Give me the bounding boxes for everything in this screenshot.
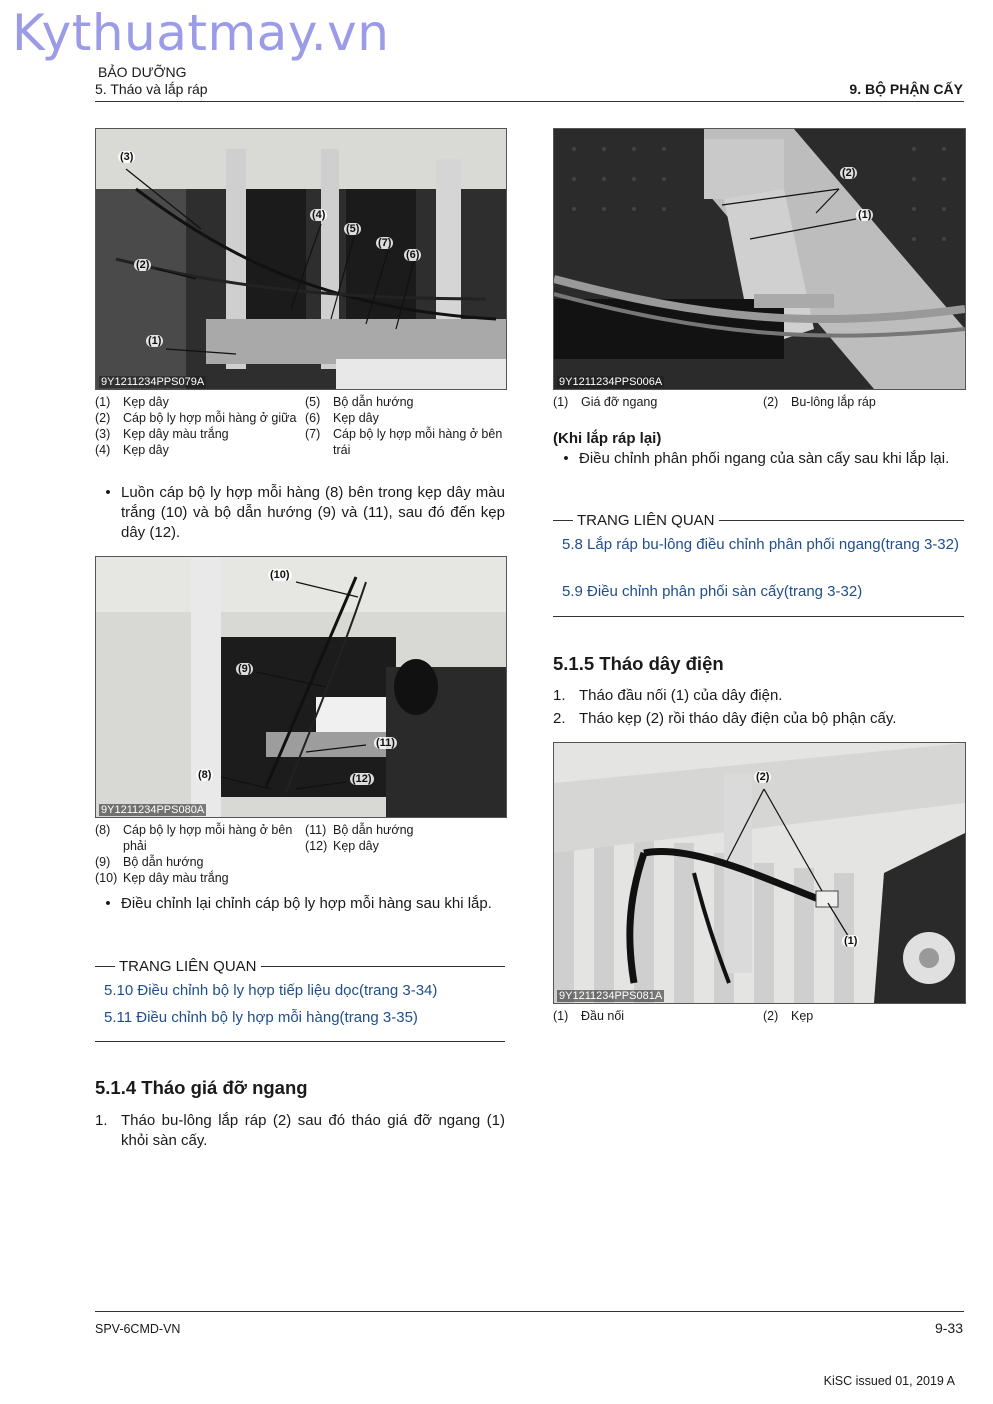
callout-2: (2) bbox=[136, 259, 150, 271]
legend-num: (1) bbox=[553, 1009, 569, 1023]
footer-rule bbox=[95, 1311, 964, 1312]
legend-num: (1) bbox=[553, 395, 569, 409]
legend-photo-3-col2 bbox=[763, 394, 963, 410]
callout-6: (6) bbox=[406, 249, 420, 261]
callout-7: (7) bbox=[378, 237, 392, 249]
bullet-reassembly bbox=[553, 449, 964, 469]
legend-text: Kẹp dây bbox=[123, 443, 169, 457]
legend-num: (2) bbox=[95, 411, 111, 425]
bullet-route-cable bbox=[95, 483, 505, 543]
legend-num: (7) bbox=[305, 427, 321, 441]
rule-line bbox=[261, 966, 505, 967]
photo-pps079a bbox=[95, 128, 507, 390]
step-item bbox=[95, 1111, 505, 1151]
bullet-text: Điều chỉnh phân phối ngang của sàn cấy sau khi lắp lại. bbox=[579, 450, 950, 467]
step-item bbox=[553, 709, 964, 729]
callout-9: (9) bbox=[238, 663, 252, 675]
related-heading-text: TRANG LIÊN QUAN bbox=[119, 958, 257, 975]
legend-row bbox=[95, 426, 300, 442]
legend-row bbox=[305, 410, 505, 426]
legend-row bbox=[95, 854, 300, 870]
callout-4: (4) bbox=[312, 209, 326, 221]
legend-num: (11) bbox=[305, 823, 327, 837]
bullet-text: Điều chỉnh lại chỉnh cáp bộ ly hợp mỗi hàng sau khi lắp. bbox=[121, 895, 492, 912]
legend-num: (9) bbox=[95, 855, 111, 869]
legend-row bbox=[553, 394, 763, 410]
step-number: 1. bbox=[553, 687, 566, 704]
photo-id-label: 9Y1211234PPS081A bbox=[559, 990, 663, 1002]
legend-row bbox=[95, 822, 300, 854]
header-chapter: 9. BỘ PHẬN CẤY bbox=[849, 81, 963, 97]
legend-row bbox=[305, 394, 505, 410]
callout-1: (1) bbox=[844, 935, 858, 947]
photo-pps006a bbox=[553, 128, 966, 390]
rule-dash bbox=[553, 520, 573, 521]
callout-1: (1) bbox=[148, 335, 162, 347]
related-end-rule bbox=[95, 1041, 505, 1042]
step-number: 1. bbox=[95, 1112, 108, 1129]
callout-2: (2) bbox=[842, 167, 856, 179]
legend-num: (3) bbox=[95, 427, 111, 441]
legend-row bbox=[95, 870, 300, 886]
related-link-5-10[interactable]: 5.10 Điều chỉnh bộ ly hợp tiếp liệu dọc(trang 3-34) bbox=[104, 982, 438, 999]
photo-pps080a bbox=[95, 556, 507, 818]
related-pages-heading bbox=[553, 512, 964, 529]
legend-photo-1-col1 bbox=[95, 394, 300, 458]
callout-5: (5) bbox=[346, 223, 360, 235]
legend-text: Giá đỡ ngang bbox=[581, 395, 658, 409]
legend-text: Bộ dẫn hướng bbox=[333, 823, 414, 837]
callout-2: (2) bbox=[756, 771, 770, 783]
legend-num: (10) bbox=[95, 871, 118, 885]
legend-num: (12) bbox=[305, 839, 328, 853]
legend-text: Kẹp dây màu trắng bbox=[123, 427, 229, 441]
legend-row bbox=[305, 838, 505, 854]
related-link-5-8[interactable]: 5.8 Lắp ráp bu-lông điều chỉnh phân phối ngang(trang 3-32) bbox=[562, 536, 959, 553]
header-rule bbox=[95, 101, 964, 102]
callout-3: (3) bbox=[120, 151, 134, 163]
legend-row bbox=[305, 426, 505, 458]
related-heading-text: TRANG LIÊN QUAN bbox=[577, 512, 715, 529]
legend-photo-3-col1 bbox=[553, 394, 763, 410]
photo-pps081a bbox=[553, 742, 966, 1004]
step-item bbox=[553, 686, 964, 706]
bullet-dot: • bbox=[105, 895, 111, 912]
legend-photo-4-col2 bbox=[763, 1008, 963, 1024]
photo-id-label: 9Y1211234PPS080A bbox=[101, 804, 205, 816]
legend-row bbox=[95, 410, 300, 426]
callout-8: (8) bbox=[198, 769, 212, 781]
legend-row bbox=[553, 1008, 763, 1024]
legend-photo-2-col2 bbox=[305, 822, 505, 854]
bullet-dot: • bbox=[105, 484, 111, 501]
step-number: 2. bbox=[553, 710, 566, 727]
footer-page-number: 9-33 bbox=[934, 1320, 963, 1336]
callout-11: (11) bbox=[376, 737, 395, 749]
photo-id-label: 9Y1211234PPS006A bbox=[559, 376, 663, 388]
callout-1: (1) bbox=[858, 209, 872, 221]
legend-num: (4) bbox=[95, 443, 111, 457]
photo-illustration bbox=[96, 557, 506, 817]
reassembly-title: (Khi lắp ráp lại) bbox=[553, 430, 662, 447]
legend-text: Kẹp dây bbox=[123, 395, 169, 409]
related-link-5-9[interactable]: 5.9 Điều chỉnh phân phối sàn cấy(trang 3-32) bbox=[562, 583, 863, 600]
legend-text: Cáp bộ ly hợp mỗi hàng ở bên trái bbox=[333, 427, 503, 457]
legend-row bbox=[95, 442, 300, 458]
bullet-dot: • bbox=[563, 450, 569, 467]
bullet-text: Luồn cáp bộ ly hợp mỗi hàng (8) bên trong kẹp dây màu trắng (10) và bộ dẫn hướng (9) và (11), sau đó đến kẹp dây (12). bbox=[121, 484, 505, 541]
related-end-rule bbox=[553, 616, 964, 617]
step-text: Tháo bu-lông lắp ráp (2) sau đó tháo giá đỡ ngang (1) khỏi sàn cấy. bbox=[121, 1112, 505, 1149]
legend-photo-1-col2 bbox=[305, 394, 505, 458]
related-link-5-11[interactable]: 5.11 Điều chỉnh bộ ly hợp mỗi hàng(trang 3-35) bbox=[104, 1009, 418, 1026]
callout-10: (10) bbox=[270, 569, 290, 581]
legend-num: (5) bbox=[305, 395, 321, 409]
legend-text: Cáp bộ ly hợp mỗi hàng ở giữa bbox=[123, 411, 297, 425]
header-section: BẢO DƯỠNG bbox=[98, 64, 187, 80]
legend-text: Bộ dẫn hướng bbox=[333, 395, 414, 409]
legend-num: (6) bbox=[305, 411, 321, 425]
footer-issued: KiSC issued 01, 2019 A bbox=[823, 1374, 955, 1388]
legend-photo-4-col1 bbox=[553, 1008, 763, 1024]
legend-text: Đầu nối bbox=[581, 1009, 625, 1023]
step-text: Tháo kẹp (2) rồi tháo dây điện của bộ phận cấy. bbox=[579, 710, 897, 727]
step-text: Tháo đầu nối (1) của dây điện. bbox=[579, 687, 783, 704]
legend-text: Kẹp bbox=[791, 1009, 814, 1023]
footer-model: SPV-6CMD-VN bbox=[95, 1322, 181, 1336]
section-title-5-1-5: 5.1.5 Tháo dây điện bbox=[553, 653, 724, 674]
legend-text: Bu-lông lắp ráp bbox=[791, 395, 876, 409]
bullet-readjust-cable bbox=[95, 894, 505, 914]
photo-id-label: 9Y1211234PPS079A bbox=[101, 376, 205, 388]
legend-row bbox=[95, 394, 300, 410]
legend-num: (1) bbox=[95, 395, 111, 409]
legend-num: (2) bbox=[763, 395, 779, 409]
legend-num: (8) bbox=[95, 823, 111, 837]
legend-text: Kẹp dây bbox=[333, 411, 379, 425]
legend-photo-2-col1 bbox=[95, 822, 300, 886]
legend-text: Bộ dẫn hướng bbox=[123, 855, 204, 869]
section-title-5-1-4: 5.1.4 Tháo giá đỡ ngang bbox=[95, 1077, 308, 1098]
header-subsection: 5. Tháo và lắp ráp bbox=[95, 81, 208, 97]
watermark-logo: Kythuatmay.vn bbox=[12, 4, 390, 62]
legend-text: Cáp bộ ly hợp mỗi hàng ở bên phải bbox=[123, 823, 293, 853]
legend-text: Kẹp dây bbox=[333, 839, 379, 853]
related-pages-heading bbox=[95, 958, 505, 975]
photo-illustration bbox=[554, 129, 965, 389]
legend-row bbox=[763, 394, 963, 410]
legend-num: (2) bbox=[763, 1009, 779, 1023]
photo-illustration bbox=[96, 129, 506, 389]
rule-line bbox=[719, 520, 964, 521]
callout-12: (12) bbox=[352, 773, 372, 785]
legend-row bbox=[305, 822, 505, 838]
rule-dash bbox=[95, 966, 115, 967]
legend-text: Kẹp dây màu trắng bbox=[123, 871, 229, 885]
legend-row bbox=[763, 1008, 963, 1024]
